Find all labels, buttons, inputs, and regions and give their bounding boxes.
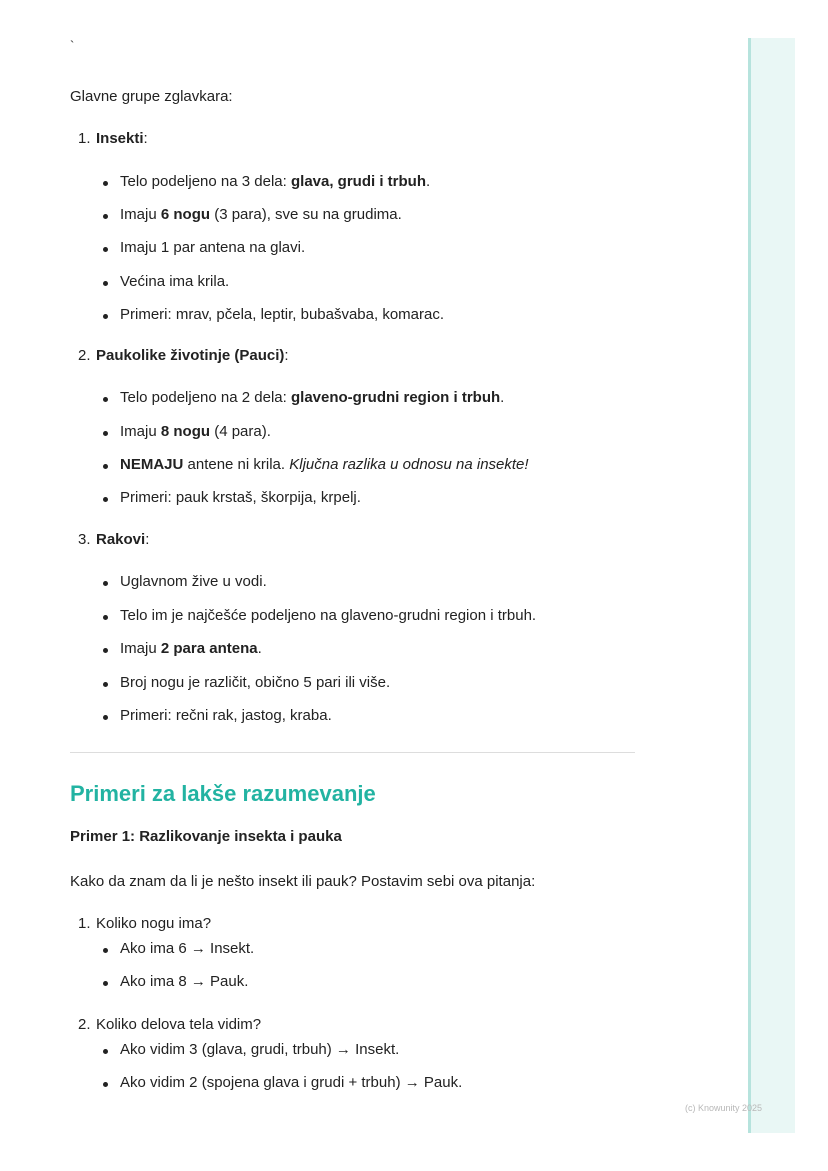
bullet-icon	[103, 1049, 108, 1054]
copyright-footer: (c) Knowunity 2025	[685, 1103, 763, 1113]
answer-item: Ako ima 8 → Pauk.	[120, 973, 249, 990]
stray-mark: `	[70, 38, 75, 53]
question-number: 1.	[78, 915, 91, 932]
group-number: 1.	[78, 130, 91, 147]
question-text: Koliko delova tela vidim?	[96, 1016, 262, 1033]
group-title: Insekti:	[96, 130, 148, 147]
bullet-icon	[103, 615, 108, 620]
decorative-sidebar	[748, 38, 795, 1133]
list-item: Imaju 8 nogu (4 para).	[120, 423, 271, 440]
intro-text: Glavne grupe zglavkara:	[70, 88, 233, 105]
bullet-icon	[103, 281, 108, 286]
bullet-icon	[103, 715, 108, 720]
example-intro: Kako da znam da li je nešto insekt ili pauk? Postavim sebi ova pitanja:	[70, 873, 536, 890]
bullet-icon	[103, 581, 108, 586]
bullet-icon	[103, 981, 108, 986]
bullet-icon	[103, 1082, 108, 1087]
answer-item: Ako vidim 2 (spojena glava i grudi + trbuh) → Pauk.	[120, 1074, 463, 1091]
list-item: NEMAJU antene ni krila. Ključna razlika u odnosu na insekte!	[120, 456, 529, 473]
bullet-icon	[103, 397, 108, 402]
bullet-icon	[103, 247, 108, 252]
list-item: Telo im je najčešće podeljeno na glaveno-grudni region i trbuh.	[120, 607, 537, 624]
bullet-icon	[103, 464, 108, 469]
list-item: Primeri: pauk krstaš, škorpija, krpelj.	[120, 489, 361, 506]
list-item: Imaju 6 nogu (3 para), sve su na grudima.	[120, 206, 402, 223]
bullet-icon	[103, 948, 108, 953]
bullet-icon	[103, 181, 108, 186]
list-item: Imaju 1 par antena na glavi.	[120, 239, 306, 256]
example-title: Primer 1: Razlikovanje insekta i pauka	[70, 828, 342, 845]
bullet-icon	[103, 497, 108, 502]
bullet-icon	[103, 431, 108, 436]
answer-item: Ako vidim 3 (glava, grudi, trbuh) → Insekt.	[120, 1041, 400, 1058]
list-item: Imaju 2 para antena.	[120, 640, 262, 657]
section-heading: Primeri za lakše razumevanje	[70, 781, 376, 806]
list-item: Telo podeljeno na 2 dela: glaveno-grudni region i trbuh.	[120, 389, 505, 406]
question-text: Koliko nogu ima?	[96, 915, 212, 932]
list-item: Primeri: rečni rak, jastog, kraba.	[120, 707, 332, 724]
list-item: Većina ima krila.	[120, 273, 230, 290]
group-number: 3.	[78, 531, 91, 548]
list-item: Primeri: mrav, pčela, leptir, bubašvaba, komarac.	[120, 306, 445, 323]
group-title: Paukolike životinje (Pauci):	[96, 347, 289, 364]
section-divider	[70, 752, 635, 753]
answer-item: Ako ima 6 → Insekt.	[120, 940, 255, 957]
bullet-icon	[103, 214, 108, 219]
group-number: 2.	[78, 347, 91, 364]
question-number: 2.	[78, 1016, 91, 1033]
bullet-icon	[103, 314, 108, 319]
list-item: Uglavnom žive u vodi.	[120, 573, 267, 590]
group-title: Rakovi:	[96, 531, 150, 548]
bullet-icon	[103, 648, 108, 653]
list-item: Broj nogu je različit, obično 5 pari ili više.	[120, 674, 391, 691]
list-item: Telo podeljeno na 3 dela: glava, grudi i trbuh.	[120, 173, 431, 190]
bullet-icon	[103, 682, 108, 687]
